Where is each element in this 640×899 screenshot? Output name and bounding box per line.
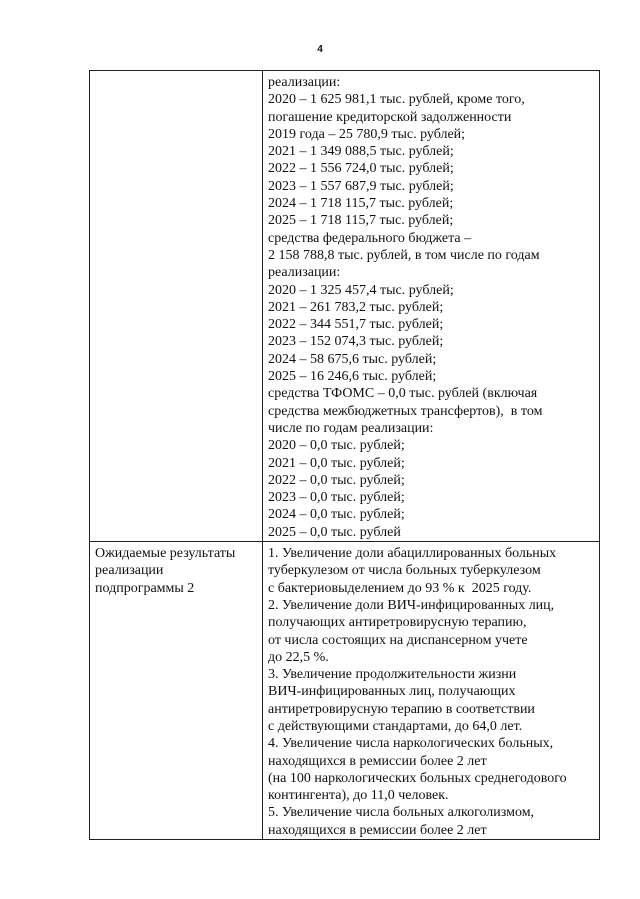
row-label-cell xyxy=(90,542,263,840)
text-line: 2019 года – 25 780,9 тыс. рублей; xyxy=(268,126,466,142)
expected-results-label-lines xyxy=(90,542,262,597)
text-line: 2. Увеличение доли ВИЧ-инфицированных лиц, xyxy=(268,597,555,613)
text-line: 2025 – 16 246,6 тыс. рублей; xyxy=(268,369,437,385)
text-line: 2020 – 1 625 981,1 тыс. рублей, кроме того, xyxy=(268,92,525,108)
text-line: контингента), до 11,0 человек. xyxy=(268,788,449,804)
text-line: 2023 – 152 074,3 тыс. рублей; xyxy=(268,334,444,350)
text-line: 2024 – 58 675,6 тыс. рублей; xyxy=(268,351,437,367)
text-line: 5. Увеличение числа больных алкоголизмом, xyxy=(268,805,535,821)
text-line: антиретровирусную терапию в соответствии xyxy=(268,701,535,717)
text-line: 2020 – 1 325 457,4 тыс. рублей; xyxy=(268,282,454,298)
text-line: Ожидаемые результаты xyxy=(95,546,236,562)
row-content-cell xyxy=(263,542,600,840)
text-line: 2023 – 1 557 687,9 тыс. рублей; xyxy=(268,178,454,194)
text-line: 4. Увеличение числа наркологических больных, xyxy=(268,736,554,752)
text-line: 2021 – 261 783,2 тыс. рублей; xyxy=(268,299,444,315)
text-line: 2022 – 1 556 724,0 тыс. рублей; xyxy=(268,161,454,177)
text-line: 2023 – 0,0 тыс. рублей; xyxy=(268,490,405,506)
text-line: средства межбюджетных трансфертов), в том xyxy=(268,403,543,419)
text-line: 2025 – 0,0 тыс. рублей xyxy=(268,524,401,540)
expected-results-text-lines xyxy=(263,542,599,839)
table-row-expected-results xyxy=(90,542,600,840)
text-line: погашение кредиторской задолженности xyxy=(268,109,512,125)
subprogram-passport-table xyxy=(89,70,600,840)
text-line: получающих антиретровирусную терапию, xyxy=(268,615,527,631)
text-line: 2021 – 1 349 088,5 тыс. рублей; xyxy=(268,144,454,160)
text-line: средства ТФОМС – 0,0 тыс. рублей (включая xyxy=(268,386,538,402)
text-line: средства федерального бюджета – xyxy=(268,230,472,246)
text-line: числе по годам реализации: xyxy=(268,420,434,436)
text-line: 2025 – 1 718 115,7 тыс. рублей; xyxy=(268,213,454,229)
text-line: туберкулезом от числа больных туберкулезом xyxy=(268,563,541,579)
row-label-cell xyxy=(90,71,263,542)
row-label-lines xyxy=(90,71,262,77)
page-number: 4 xyxy=(317,44,323,55)
text-line: находящихся в ремиссии более 2 лет xyxy=(268,822,487,838)
text-line: 2021 – 0,0 тыс. рублей; xyxy=(268,455,405,471)
text-line: 2020 – 0,0 тыс. рублей; xyxy=(268,438,405,454)
text-line: 2024 – 0,0 тыс. рублей; xyxy=(268,507,405,523)
text-line: (на 100 наркологических больных среднегодового xyxy=(268,770,567,786)
text-line: подпрограммы 2 xyxy=(95,580,195,596)
text-line: 2024 – 1 718 115,7 тыс. рублей; xyxy=(268,196,454,212)
row-content-cell xyxy=(263,71,600,542)
text-line: 3. Увеличение продолжительности жизни xyxy=(268,667,517,683)
text-line: 2 158 788,8 тыс. рублей, в том числе по годам xyxy=(268,247,540,263)
text-line: находящихся в ремиссии более 2 лет xyxy=(268,753,487,769)
text-line: с бактериовыделением до 93 % к 2025 году. xyxy=(268,580,532,596)
text-line: ВИЧ-инфицированных лиц, получающих xyxy=(268,684,516,700)
financing-text-lines xyxy=(263,71,599,541)
table-row-financing xyxy=(90,71,600,542)
text-line: реализации: xyxy=(268,75,341,90)
text-line: реализации xyxy=(95,563,164,579)
text-line: от числа состоящих на диспансерном учете xyxy=(268,632,528,648)
text-line: 2022 – 344 551,7 тыс. рублей; xyxy=(268,317,444,333)
text-line: 1. Увеличение доли абациллированных больных xyxy=(268,546,557,562)
text-line: с действующими стандартами, до 64,0 лет. xyxy=(268,718,523,734)
text-line: 2022 – 0,0 тыс. рублей; xyxy=(268,472,405,488)
text-line: реализации: xyxy=(268,265,341,281)
text-line: до 22,5 %. xyxy=(268,649,329,665)
